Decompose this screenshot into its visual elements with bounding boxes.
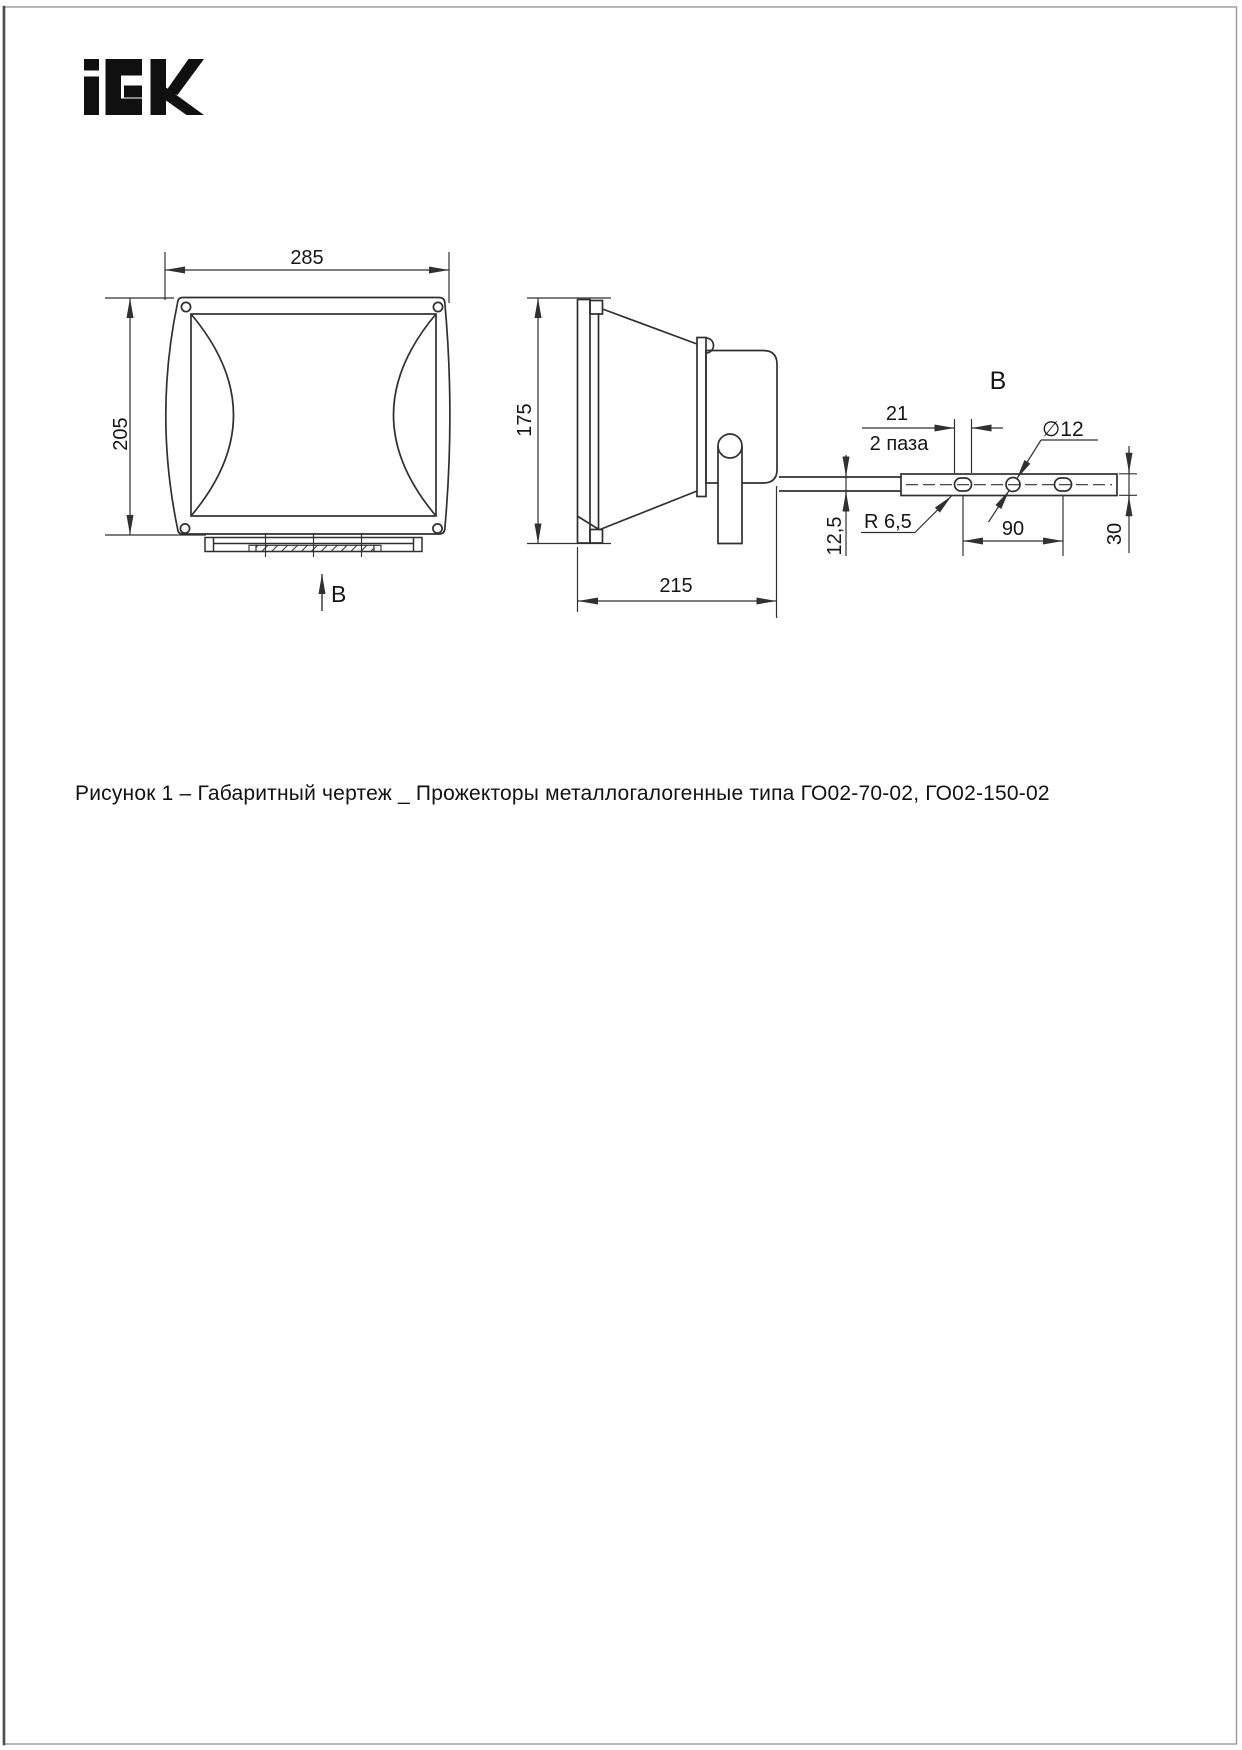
- dim-bar-30: [1104, 446, 1137, 553]
- dim-slot-21: [862, 403, 1003, 473]
- dim-215-label: 215: [659, 575, 693, 597]
- screw-hole: [181, 302, 190, 311]
- screw-hole: [433, 524, 442, 533]
- dim-width-285: [165, 247, 449, 303]
- logo-k-lower-arm: [166, 88, 204, 116]
- dim-depth-215: [578, 486, 777, 618]
- dim-90-label: 90: [1001, 518, 1025, 540]
- dim-12-5-label: 12,5: [824, 516, 846, 556]
- hatch-strip: [256, 545, 374, 551]
- logo-e-bottom-bar: [106, 99, 143, 116]
- logo-e-top-bar: [106, 59, 143, 76]
- reflector-arc-right: [394, 314, 437, 516]
- figure-caption: Рисунок 1 – Габаритный чертеж _ Прожекторы металлогалогенные типа ГО02-70-02, ГО02-150-02: [75, 782, 1050, 805]
- front-view: [105, 247, 450, 611]
- hole-diameter-label: ∅12: [1042, 418, 1084, 441]
- rear-housing-left: [706, 351, 718, 484]
- slots-note-label: 2 паза: [869, 433, 929, 455]
- page-border-rect: [4, 7, 1237, 1744]
- bracket-view: [779, 367, 1137, 556]
- arm-pivot-circle: [718, 434, 742, 458]
- reflector-arc-left: [191, 314, 234, 516]
- front-bezel: [578, 300, 591, 544]
- hatch-end-cap: [249, 545, 256, 551]
- dim-height-175: [514, 298, 611, 544]
- housing-outline: [166, 298, 450, 535]
- screw-hole: [180, 524, 189, 533]
- front-body: [166, 298, 450, 535]
- screw-hole: [433, 302, 442, 311]
- callout-r6-5: [861, 496, 952, 533]
- dim-21-label: 21: [885, 403, 909, 425]
- dim-205-label: 205: [110, 417, 132, 451]
- section-arrow-b: [322, 574, 346, 611]
- callout-dia-12: [989, 418, 1099, 522]
- bezel-chamfer: [578, 517, 599, 530]
- cone-top-edge: [603, 309, 698, 344]
- iek-logo: [84, 59, 204, 115]
- base-plate: [205, 533, 422, 557]
- side-body: [578, 300, 778, 544]
- cone-bottom-edge: [600, 491, 697, 530]
- logo-i-stem: [84, 77, 99, 116]
- bracket-body: [779, 474, 1117, 496]
- side-view: [514, 298, 777, 618]
- section-arrow-label: B: [331, 581, 347, 607]
- lens-window: [191, 314, 436, 516]
- hatch-end-cap: [374, 545, 381, 551]
- logo-k-upper-arm: [166, 59, 204, 95]
- page-border: [4, 7, 1237, 1744]
- logo-i-dot: [84, 59, 99, 71]
- logo-e-middle-bar: [124, 86, 142, 98]
- rear-flange: [697, 338, 706, 497]
- bracket-view-title: B: [989, 367, 1007, 395]
- slot-radius-label: R 6,5: [864, 511, 912, 533]
- mounting-arm-profile: [718, 446, 742, 544]
- dim-175-label: 175: [514, 403, 536, 437]
- dim-arm-12-5: [824, 455, 846, 556]
- logo-k-stem: [151, 59, 167, 115]
- bezel-top-tab: [590, 301, 603, 315]
- leader-line: [915, 496, 952, 533]
- leader-arrow: [1017, 440, 1041, 479]
- dim-30-label: 30: [1104, 522, 1126, 546]
- dim-spacing-90: [963, 496, 1063, 556]
- bezel-bottom-foot: [590, 530, 603, 544]
- dim-285-label: 285: [290, 247, 324, 269]
